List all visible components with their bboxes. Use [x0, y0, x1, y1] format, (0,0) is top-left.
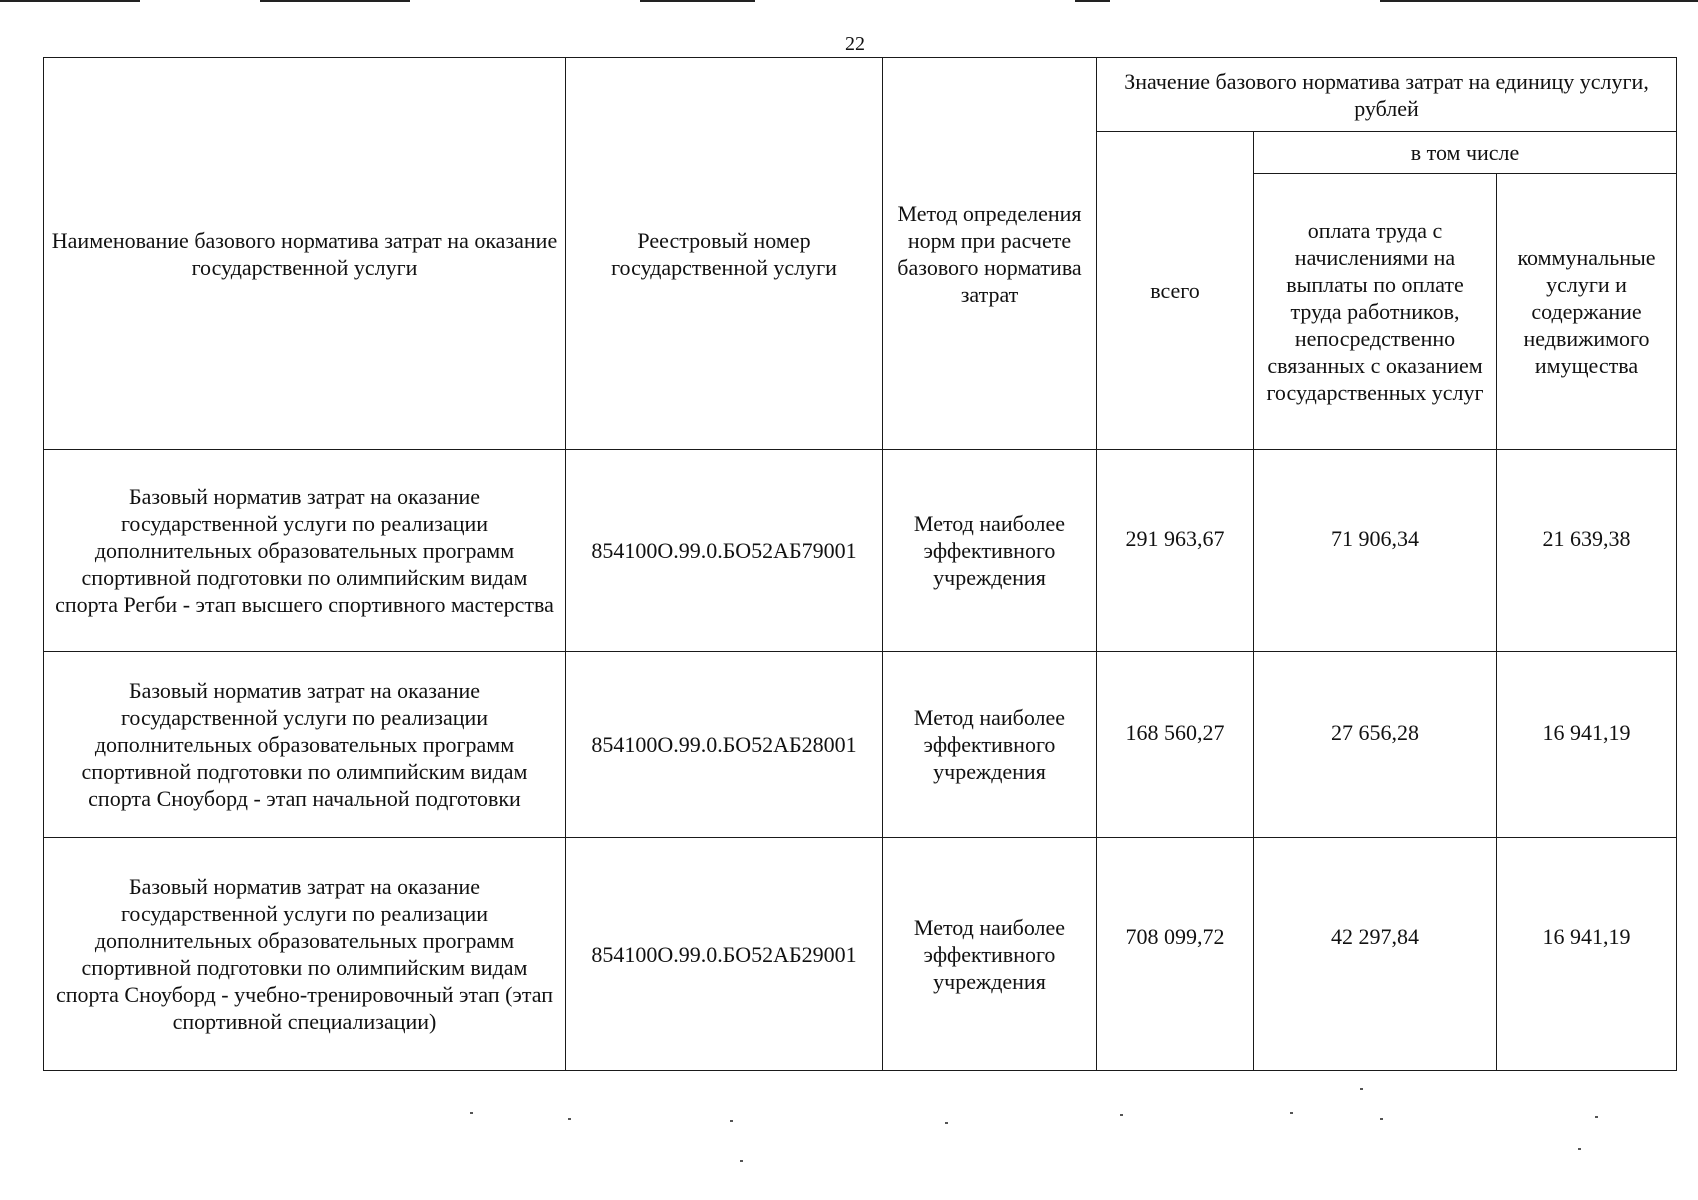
row-service-name: Базовый норматив затрат на оказание государственной услуги по реализации дополнительных образовательных программ спортивной подготовки по олимпийским видам спорта Регби - этап высшего спортивного мастерства: [44, 450, 566, 652]
scan-speck: [1595, 1116, 1598, 1118]
top-rule: [260, 0, 410, 2]
row-registry-number: 854100О.99.0.БО52АБ29001: [566, 838, 883, 1071]
scan-speck: [470, 1112, 473, 1114]
top-rule: [0, 0, 140, 2]
row-registry-number: 854100О.99.0.БО52АБ79001: [566, 450, 883, 652]
header-method: Метод определения норм при расчете базового норматива затрат: [883, 58, 1097, 450]
row-labor-cell: [1254, 450, 1497, 652]
scan-speck: [568, 1118, 571, 1120]
table-row: [44, 450, 1677, 652]
row-service-name: Базовый норматив затрат на оказание государственной услуги по реализации дополнительных образовательных программ спортивной подготовки по олимпийским видам спорта Сноуборд - учебно-тренировочный этап (этап спортивной специализации): [44, 838, 566, 1071]
row-total-cell: [1097, 450, 1254, 652]
row-total-cell: [1097, 652, 1254, 838]
row-utilities-cell: [1497, 838, 1677, 1071]
scan-speck: [1120, 1114, 1123, 1116]
top-rule: [640, 0, 755, 2]
header-labor: оплата труда с начислениями на выплаты по оплате труда работников, непосредственно связанных с оказанием государственных услуг: [1254, 174, 1497, 450]
table-row: [44, 838, 1677, 1071]
header-value-group: Значение базового норматива затрат на единицу услуги, рублей: [1097, 58, 1677, 132]
row-method: Метод наиболее эффективного учреждения: [883, 838, 1097, 1071]
table-row: [44, 652, 1677, 838]
header-including: в том числе: [1254, 132, 1677, 174]
header-total: всего: [1097, 132, 1254, 450]
row-labor-cell: [1254, 652, 1497, 838]
row-utilities: 21 639,38: [1542, 526, 1631, 551]
header-registry-number: Реестровый номер государственной услуги: [566, 58, 883, 450]
cost-norms-table: [43, 57, 1677, 1071]
page-number: 22: [845, 33, 865, 55]
header-service-name: Наименование базового норматива затрат на оказание государственной услуги: [44, 58, 566, 450]
row-registry-number: 854100О.99.0.БО52АБ28001: [566, 652, 883, 838]
header-row: [44, 58, 1677, 132]
scan-speck: [1290, 1112, 1293, 1114]
row-service-name: Базовый норматив затрат на оказание государственной услуги по реализации дополнительных образовательных программ спортивной подготовки по олимпийским видам спорта Сноуборд - этап начальной подготовки: [44, 652, 566, 838]
row-labor-cell: [1254, 838, 1497, 1071]
scan-speck: [1380, 1118, 1383, 1120]
scan-speck: [1360, 1088, 1363, 1090]
row-method: Метод наиболее эффективного учреждения: [883, 652, 1097, 838]
row-labor: 42 297,84: [1331, 923, 1419, 949]
row-utilities-cell: [1497, 450, 1677, 652]
top-rule: [1380, 0, 1698, 2]
scan-speck: [730, 1120, 733, 1122]
top-rule: [1075, 0, 1110, 2]
scan-speck: [740, 1160, 743, 1162]
row-total: 168 560,27: [1125, 720, 1225, 745]
row-utilities-cell: [1497, 652, 1677, 838]
row-utilities: 16 941,19: [1542, 923, 1631, 949]
row-labor: 27 656,28: [1331, 720, 1419, 745]
row-method: Метод наиболее эффективного учреждения: [883, 450, 1097, 652]
scan-speck: [945, 1122, 948, 1124]
row-utilities: 16 941,19: [1542, 720, 1631, 745]
row-total: 708 099,72: [1125, 923, 1225, 949]
header-utilities: коммунальные услуги и содержание недвижимого имущества: [1497, 174, 1677, 450]
scan-speck: [1578, 1148, 1581, 1150]
row-total: 291 963,67: [1125, 526, 1225, 551]
row-labor: 71 906,34: [1331, 526, 1419, 551]
row-total-cell: [1097, 838, 1254, 1071]
